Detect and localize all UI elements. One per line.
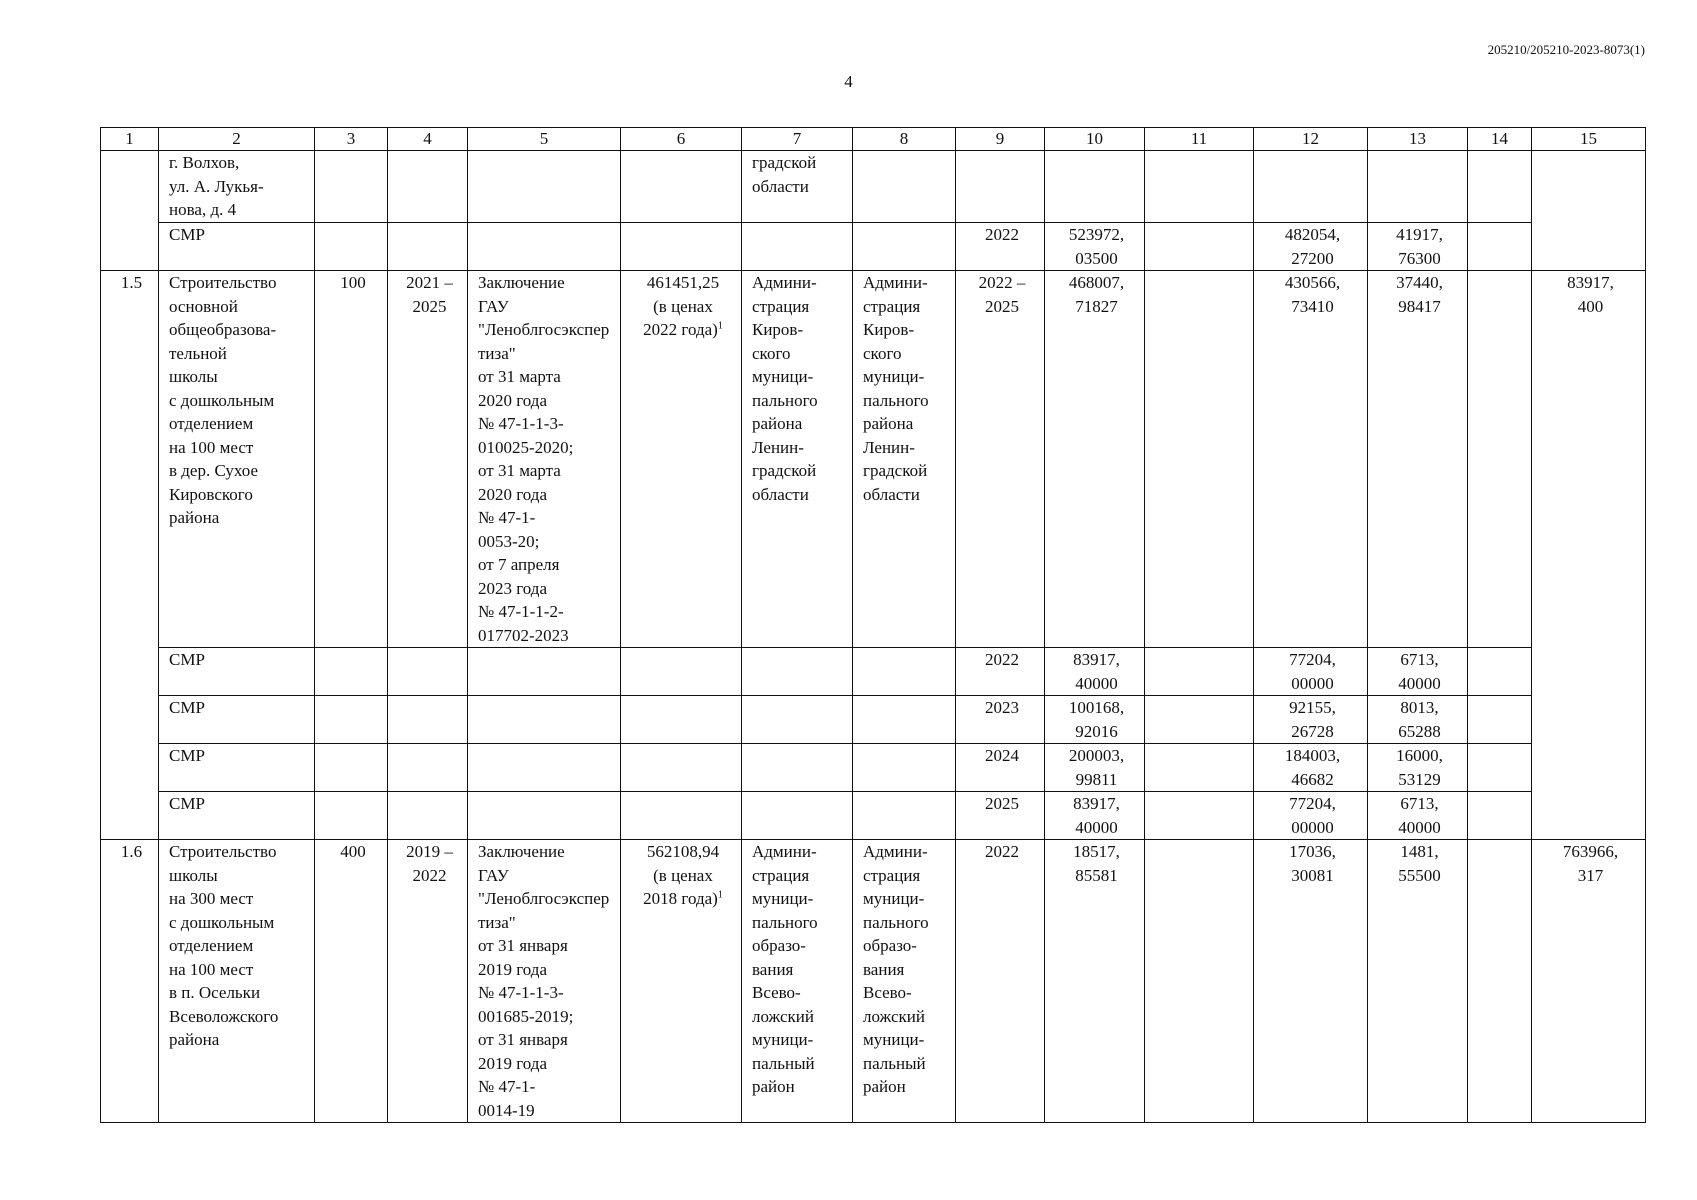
table-row (101, 648, 1646, 696)
footnote-mark: 1 (717, 889, 723, 901)
column-header: 11 (1145, 128, 1254, 151)
amount-cell: 763966, 317 (1532, 840, 1646, 1123)
table-cell (1468, 151, 1532, 223)
amount-cell: 92155, 26728 (1254, 696, 1368, 744)
smr-label: СМР (159, 696, 315, 744)
cost-cell (621, 840, 742, 1123)
amount-cell: 6713, 40000 (1368, 648, 1468, 696)
conclusion-cell: Заключение ГАУ "Леноблгосэкспертиза" от 31 января 2019 года № 47-1-1-3- 001685-2019; от 31 января 2019 года № 47-1- 0014-19 (468, 840, 621, 1123)
year-cell: 2022 (956, 223, 1045, 271)
table-cell (1145, 744, 1254, 792)
table-cell (742, 792, 853, 840)
total-cell: 83917, 40000 (1045, 648, 1145, 696)
table-cell (853, 648, 956, 696)
amount-cell: 17036, 30081 (1254, 840, 1368, 1123)
column-header: 13 (1368, 128, 1468, 151)
year-cell: 2022 (956, 648, 1045, 696)
table-row (101, 223, 1646, 271)
object-name: Строительство школы на 300 мест с дошкольным отделением на 100 мест в п. Осельки Всеволожского района (159, 840, 315, 1123)
table-cell (1145, 792, 1254, 840)
amount-cell: 482054, 27200 (1254, 223, 1368, 271)
builder-cell: Админи- страция муници- пального образо- вания Всево- ложский муници- пальный район (853, 840, 956, 1123)
cost-value: 461451,25 (в ценах 2022 года) (643, 273, 720, 339)
builder-cell: Админи- страция Киров- ского муници- пального района Ленин- градской области (853, 271, 956, 648)
page-number: 4 (844, 72, 853, 91)
table-cell (1145, 840, 1254, 1123)
table-cell (388, 151, 468, 223)
amount-cell: 6713, 40000 (1368, 792, 1468, 840)
period-cell: 2019 – 2022 (388, 840, 468, 1123)
column-header: 10 (1045, 128, 1145, 151)
column-header: 14 (1468, 128, 1532, 151)
table-cell (1468, 648, 1532, 696)
table-cell (315, 696, 388, 744)
table-cell (1468, 696, 1532, 744)
table-cell (468, 223, 621, 271)
table-cell (1145, 151, 1254, 223)
object-address: г. Волхов, ул. А. Лукья- нова, д. 4 (159, 151, 315, 223)
table-cell (468, 696, 621, 744)
table-cell (621, 223, 742, 271)
table-cell (742, 744, 853, 792)
amount-cell: 77204, 00000 (1254, 648, 1368, 696)
year-cell: 2022 (956, 840, 1045, 1123)
capacity-cell: 400 (315, 840, 388, 1123)
amount-cell: 37440, 98417 (1368, 271, 1468, 648)
table-cell (853, 744, 956, 792)
row-number: 1.5 (101, 271, 159, 840)
customer-cell: Админи- страция муници- пального образо- вания Всево- ложский муници- пальный район (742, 840, 853, 1123)
total-cell: 523972, 03500 (1045, 223, 1145, 271)
amount-cell: 77204, 00000 (1254, 792, 1368, 840)
amount-cell: 8013, 65288 (1368, 696, 1468, 744)
column-header: 2 (159, 128, 315, 151)
amount-cell: 41917, 76300 (1368, 223, 1468, 271)
table-cell (315, 223, 388, 271)
column-header: 12 (1254, 128, 1368, 151)
year-cell: 2024 (956, 744, 1045, 792)
year-cell: 2025 (956, 792, 1045, 840)
table-cell (1532, 151, 1646, 271)
column-number-row (101, 128, 1646, 151)
years-cell: 2022 – 2025 (956, 271, 1045, 648)
column-header: 4 (388, 128, 468, 151)
table-row (101, 792, 1646, 840)
row-number: 1.6 (101, 840, 159, 1123)
total-cell: 468007, 71827 (1045, 271, 1145, 648)
table-cell (468, 744, 621, 792)
amount-cell: 16000, 53129 (1368, 744, 1468, 792)
conclusion-cell: Заключение ГАУ "Леноблгосэкспертиза" от 31 марта 2020 года № 47-1-1-3- 010025-2020; от 31 марта 2020 года № 47-1- 0053-20; от 7 апреля 2023 года № 47-1-1-2- 017702-2023 (468, 271, 621, 648)
amount-cell: 430566, 73410 (1254, 271, 1368, 648)
column-header: 8 (853, 128, 956, 151)
table-cell (621, 151, 742, 223)
table-row (101, 696, 1646, 744)
table-cell (1468, 271, 1532, 648)
table-cell (853, 151, 956, 223)
year-cell: 2023 (956, 696, 1045, 744)
table-cell (853, 223, 956, 271)
column-header: 5 (468, 128, 621, 151)
table-cell (1368, 151, 1468, 223)
table-cell (1468, 840, 1532, 1123)
cost-value: 562108,94 (в ценах 2018 года) (643, 842, 720, 908)
table-cell (1145, 223, 1254, 271)
object-name: Строительство основной общеобразова- тельной школы с дошкольным отделением на 100 мест в дер. Сухое Кировского района (159, 271, 315, 648)
table-cell (956, 151, 1045, 223)
total-cell: 18517, 85581 (1045, 840, 1145, 1123)
table-row (101, 271, 1646, 648)
table-cell (853, 696, 956, 744)
column-header: 15 (1532, 128, 1646, 151)
total-cell: 83917, 40000 (1045, 792, 1145, 840)
column-header: 3 (315, 128, 388, 151)
table-cell (1468, 223, 1532, 271)
table-cell (621, 792, 742, 840)
table-cell (853, 792, 956, 840)
customer-cell: градской области (742, 151, 853, 223)
table-cell (1468, 792, 1532, 840)
table-cell (621, 744, 742, 792)
smr-label: СМР (159, 744, 315, 792)
table-cell (1145, 696, 1254, 744)
table-row (101, 840, 1646, 1123)
table-cell (1045, 151, 1145, 223)
capacity-cell: 100 (315, 271, 388, 648)
column-header: 6 (621, 128, 742, 151)
table-cell (742, 648, 853, 696)
table-cell (1468, 744, 1532, 792)
total-cell: 100168, 92016 (1045, 696, 1145, 744)
table-cell (388, 744, 468, 792)
smr-label: СМР (159, 223, 315, 271)
customer-cell: Админи- страция Киров- ского муници- пального района Ленин- градской области (742, 271, 853, 648)
amount-cell: 1481, 55500 (1368, 840, 1468, 1123)
smr-label: СМР (159, 648, 315, 696)
table-cell (315, 792, 388, 840)
document-id: 205210/205210-2023-8073(1) (1487, 42, 1645, 57)
table-cell (315, 744, 388, 792)
table-cell (468, 792, 621, 840)
table-cell (742, 223, 853, 271)
table-cell (621, 648, 742, 696)
column-header: 1 (101, 128, 159, 151)
amount-cell: 83917, 400 (1532, 271, 1646, 840)
smr-label: СМР (159, 792, 315, 840)
column-header: 7 (742, 128, 853, 151)
table-cell (1254, 151, 1368, 223)
table-cell (101, 151, 159, 271)
table-row (101, 151, 1646, 223)
table-cell (315, 648, 388, 696)
table-cell (1145, 648, 1254, 696)
table-cell (388, 223, 468, 271)
table-cell (388, 648, 468, 696)
cost-cell (621, 271, 742, 648)
table-cell (621, 696, 742, 744)
table-row (101, 744, 1646, 792)
period-cell: 2021 – 2025 (388, 271, 468, 648)
investment-table (100, 127, 1646, 1123)
table-cell (315, 151, 388, 223)
table-cell (468, 648, 621, 696)
table-cell (468, 151, 621, 223)
table-cell (388, 696, 468, 744)
total-cell: 200003, 99811 (1045, 744, 1145, 792)
column-header: 9 (956, 128, 1045, 151)
table-cell (742, 696, 853, 744)
amount-cell: 184003, 46682 (1254, 744, 1368, 792)
table-cell (388, 792, 468, 840)
footnote-mark: 1 (717, 320, 723, 332)
table-cell (1145, 271, 1254, 648)
